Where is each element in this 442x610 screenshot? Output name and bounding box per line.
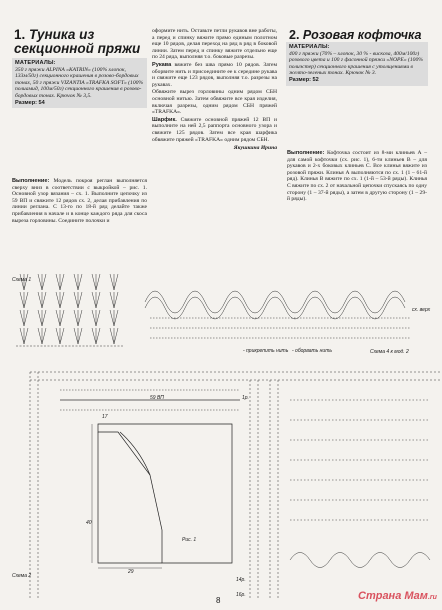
watermark	[358, 590, 437, 602]
execution-text: Модель покроя реглан выполняется сверху вниз в соответствии с выкройкой – рис. 1. Основной узор вязания – сх. 1. Выполните цепочку из 59 ВП и свяжите 12 рядов сх. 2, делая прибавления по линии реглана. С 13-го по 18-й ряд делайте также прибавления в начале и в конце каждого ряда для скоса выреза горловины. Соедините полочки и	[12, 178, 147, 224]
rows-top-label: 14р.	[236, 577, 246, 583]
title-line1: Туника из	[29, 27, 95, 42]
scheme2-label: Схема 2	[12, 573, 32, 579]
sleeves-label: Рукава	[152, 61, 172, 68]
rows-bottom-label: 16р.	[236, 592, 246, 598]
materials-label: МАТЕРИАЛЫ:	[289, 44, 330, 50]
scheme1-label: Схема 1	[12, 277, 32, 283]
dim-29-label: 29	[128, 569, 134, 575]
chain-59-label: 59 ВП	[150, 395, 164, 401]
scheme-side-label: сх. верх	[412, 307, 431, 313]
title-number: 1.	[14, 27, 26, 42]
scheme4-label: Схема 4 к мод. 2	[370, 349, 409, 355]
attach-yarn-legend: - прикрепить нить	[243, 348, 289, 354]
dim-17-label: 17	[102, 414, 108, 420]
scheme4-pattern	[145, 291, 410, 338]
sleeves-text: вяжите без шва прямо 10 рядов. Затем оборвите нить и присоедините ее к середине рукава и свяжите еще 123 рядов, выполняя т.о. разрезы на рукавах.	[152, 61, 277, 88]
author: Якушкина Ирина	[233, 145, 277, 152]
size-text: Размер: 54	[15, 99, 45, 106]
size-text: Размер: 52	[289, 76, 319, 83]
execution-text: Кофточка состоит из 8-ми клиньев А – для самой кофточки (сх. рис. 1), 6-ти клиньев В – для рукавов и 2-х боковых клиньев С. Все клинья вяжите из розовой пряжи. Клинья А выполняются по сх. 1 (1 – 61-й ряд). Клинья В вяжите по сх. 1 (1-й – 53-й ряды). Клинья С вяжите по сх. 2 от начальной цепочки спускаясь по одну сторону (1 – 37-й ряды), а затем в другую сторону (1 – 29-й ряды).	[287, 150, 427, 203]
scarf-label: Шарфик.	[152, 116, 177, 123]
scheme1-pattern	[16, 274, 124, 346]
fig1-label: Рис. 1	[182, 537, 197, 543]
watermark-sub: .ru	[427, 594, 437, 601]
middle-text1: оформите нить. Оставьте петли рукавов вне работы, а перед и спинку вяжите прямо единым полотном еще 10 рядов, делая переход на ряд в ряд в боковой линии. Затем перед и спинку вяжите отдельно еще по 24 ряда, выполняя т.о. боковые разрезы.	[152, 28, 277, 61]
cut-yarn-legend: - оборвать нить	[292, 348, 332, 354]
page-number: 8	[216, 596, 221, 605]
fig1-outline	[92, 424, 232, 568]
title-number: 2.	[289, 28, 300, 42]
middle-text3: Обвяжите вырез горловины одним рядом СБН основной нитью. Затем обвяжите все края изделия, включая разрезы, одним рядом СБН пряжей «TRAFKA».	[152, 89, 277, 116]
title-line2: секционной пряжи	[14, 41, 141, 56]
scheme2-pattern	[30, 372, 440, 598]
dim-40-label: 40	[86, 520, 92, 526]
row1-label: 1р.	[242, 395, 249, 401]
scarf-text: Свяжите основной пряжей 12 ВП и выполните на ней 2,5 раппорта основного узора и свяжите 125 рядов. Затем все края шарфика обвяжите пряжей «TRAFKA» одним рядом СБН.	[152, 116, 277, 143]
materials-text: 350 г пряжи ALPINA «KATRIN» (100% хлопок, 133м/50г) секционного крашения в розово-бордовых тонах, 50 г пряжи VIZANTIA «TRAFKA SOFT» (100% полиамид, 100м/50г) секционного крашения в розово-бордовых тонах. Крючок № 3,5.	[15, 66, 144, 99]
execution-label: Выполнение:	[12, 178, 50, 184]
watermark-text: Страна Мам	[358, 590, 428, 602]
materials-label: МАТЕРИАЛЫ:	[15, 60, 56, 66]
title-text: Розовая кофточка	[302, 28, 422, 42]
materials-text: 400 г пряжи (70% – хлопок, 30 % - вискоза, 400м/100г) розового цвета и 100 г фасонной пряжи «NOPE» (100% полиэстер) секционного крашения с утолщениями в желто-зеленых тонах. Крючок № 3.	[289, 50, 423, 77]
execution-label: Выполнение:	[287, 150, 325, 156]
